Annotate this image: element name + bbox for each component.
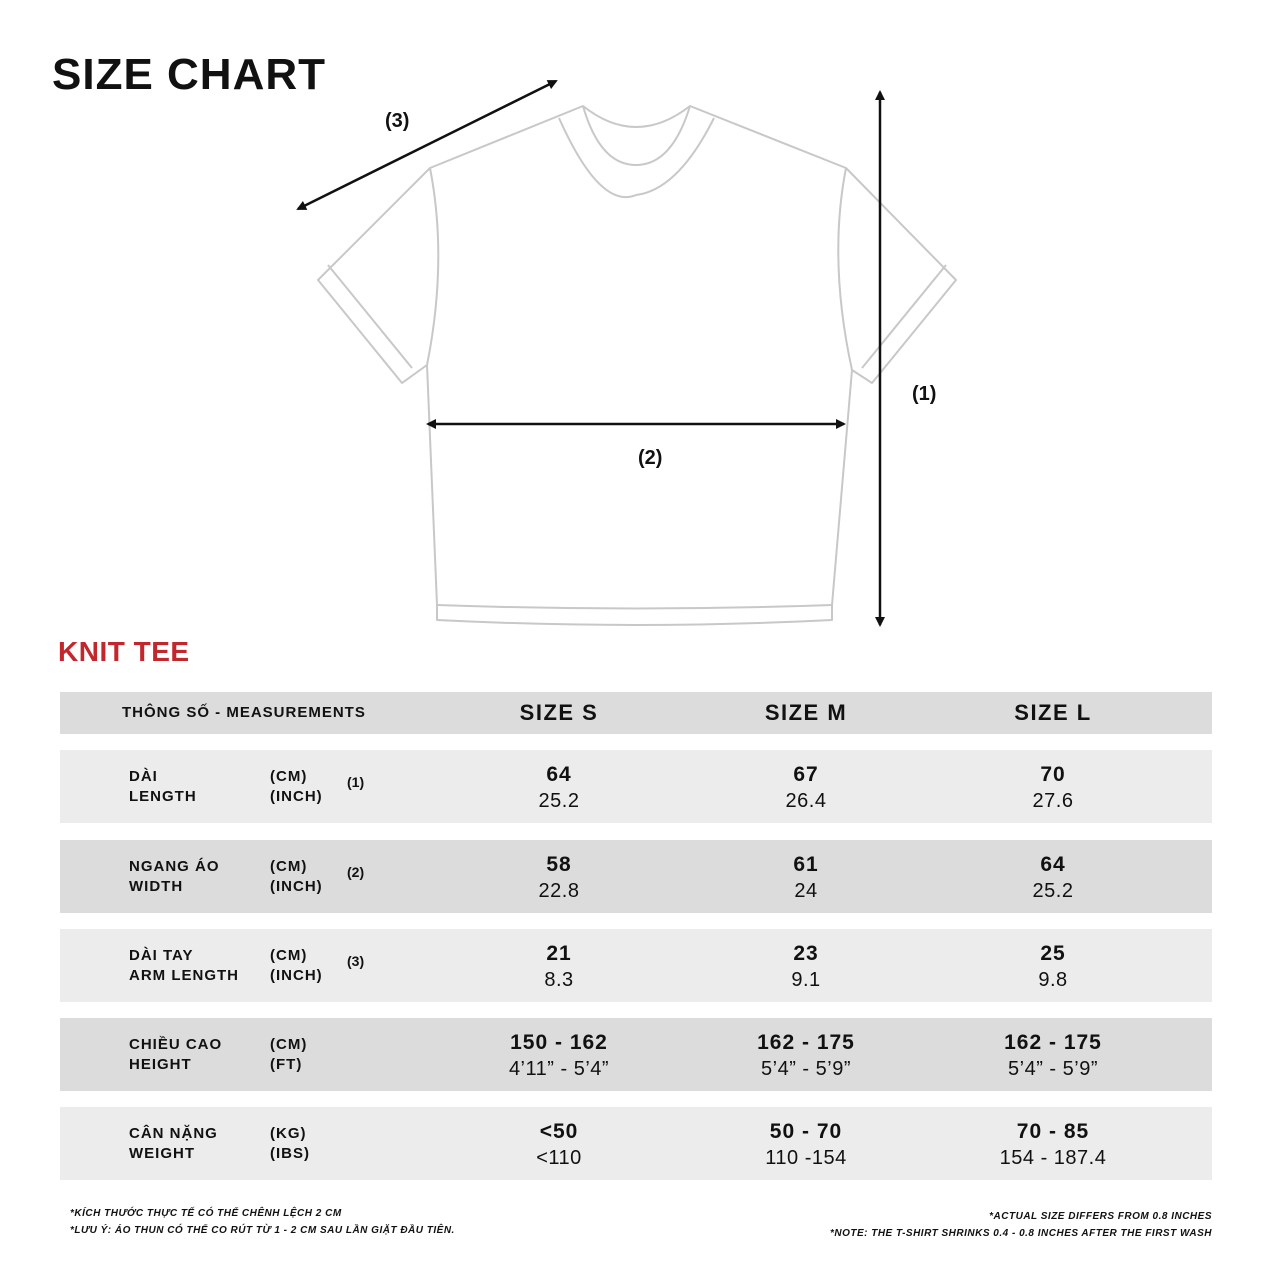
cell-size-l: 70 27.6 [1032,763,1074,812]
table-row [60,840,1212,913]
cell-size-m: 162 - 175 5’4” - 5’9” [757,1031,855,1080]
cell-size-s: <50 <110 [536,1120,582,1169]
arrow-3 [298,81,556,209]
tshirt-outline [318,106,956,625]
footnote-english: *ACTUAL SIZE DIFFERS FROM 0.8 INCHES *NOTE: THE T-SHIRT SHRINKS 0.4 - 0.8 INCHES AFTER THE FIRST WASH [829,1211,1212,1239]
cell-size-m: 50 - 70 110 -154 [765,1120,847,1169]
row-reference: (1) [347,774,365,790]
cell-size-s: 21 8.3 [544,942,574,991]
product-name: KNIT TEE [58,636,190,667]
cell-size-s: 58 22.8 [538,853,580,902]
row-label: DÀI LENGTH [129,768,197,805]
footnote-vietnamese: *KÍCH THƯỚC THỰC TẾ CÓ THỂ CHÊNH LỆCH 2 CM *LƯU Ý: ÁO THUN CÓ THỂ CO RÚT TỪ 1 - 2 CM SAU LẦN GIẶT ĐẦU TIÊN. [70,1208,455,1236]
row-units: (CM) (INCH) [270,858,323,895]
page-title: SIZE CHART [52,50,326,99]
cell-size-l: 25 9.8 [1038,942,1068,991]
cell-size-s: 150 - 162 4’11” - 5’4” [508,1031,610,1080]
cell-size-l: 70 - 85 154 - 187.4 [999,1120,1107,1169]
cell-size-m: 67 26.4 [785,763,827,812]
measurements-heading: THÔNG SỐ - MEASUREMENTS [122,704,366,721]
row-units: (CM) (INCH) [270,947,323,984]
row-units: (CM) (FT) [270,1036,308,1073]
cell-size-l: 64 25.2 [1032,853,1074,902]
row-label: CHIỀU CAO HEIGHT [129,1036,223,1073]
cell-size-m: 23 9.1 [791,942,821,991]
dimension-label-2: (2) [638,447,663,469]
table-header [60,692,1212,734]
row-label: NGANG ÁO WIDTH [129,858,220,895]
table-row [60,1018,1212,1091]
size-m-heading: SIZE M [764,700,848,725]
size-s-heading: SIZE S [519,700,599,725]
table-row [60,929,1212,1002]
size-l-heading: SIZE L [1014,700,1092,725]
row-units: (KG) (IBS) [270,1125,310,1162]
table-row [60,750,1212,823]
row-reference: (3) [347,953,365,969]
dimension-label-1: (1) [912,383,937,405]
row-units: (CM) (INCH) [270,768,323,805]
row-label: DÀI TAY ARM LENGTH [129,947,239,984]
dimension-label-3: (3) [385,110,410,132]
row-label: CÂN NẶNG WEIGHT [129,1125,218,1162]
cell-size-s: 64 25.2 [538,763,580,812]
row-reference: (2) [347,864,365,880]
cell-size-m: 61 24 [793,853,819,902]
table-row [60,1107,1212,1180]
cell-size-l: 162 - 175 5’4” - 5’9” [1004,1031,1102,1080]
